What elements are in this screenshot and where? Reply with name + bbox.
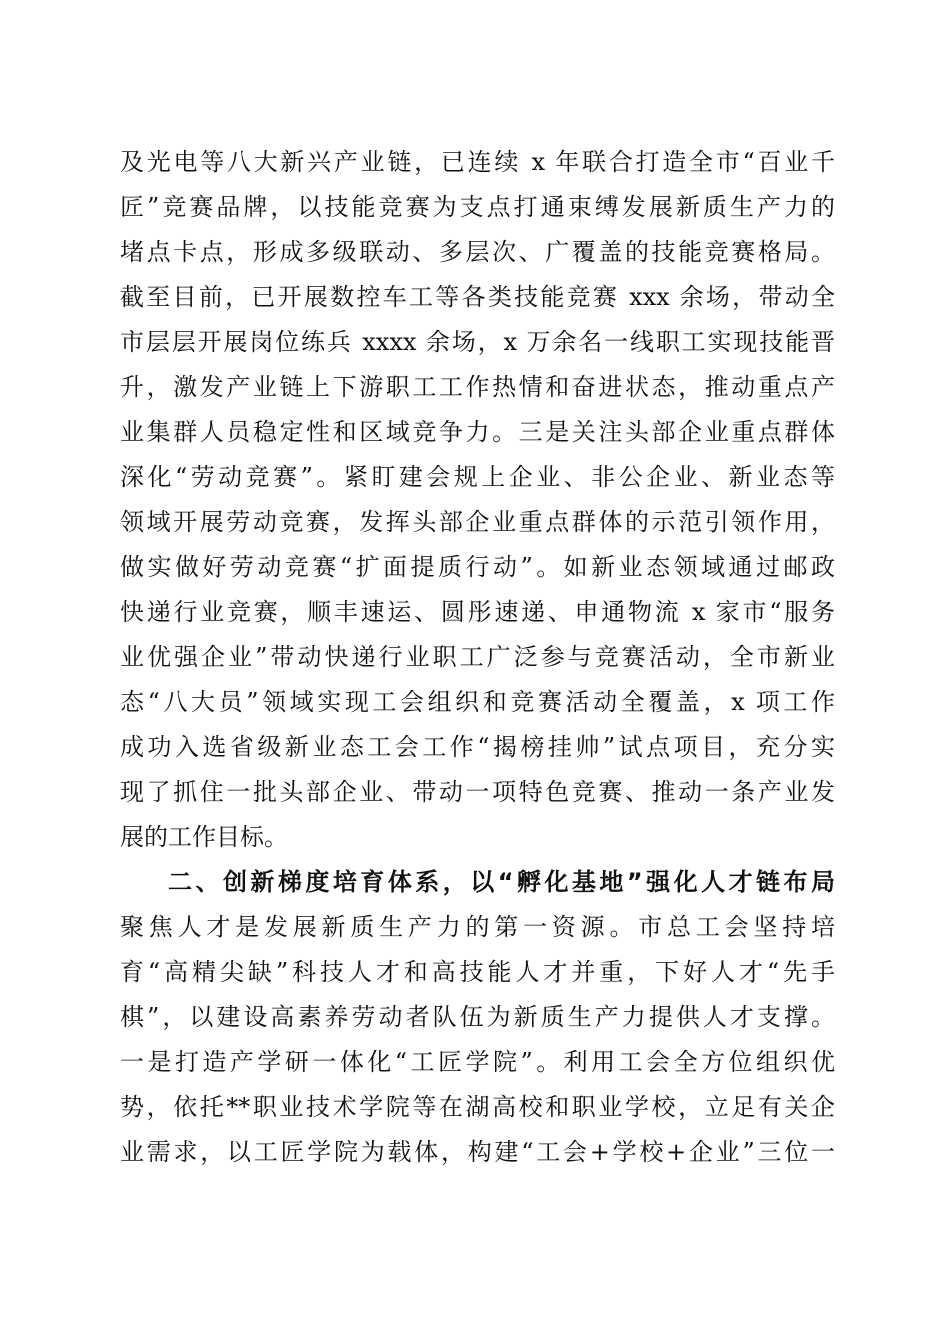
text-line: 现了抓住一批头部企业、带动一项特色竞赛、推动一条产业发	[120, 778, 835, 806]
text-line: 领域开展劳动竞赛，发挥头部企业重点群体的示范引领作用，	[120, 508, 835, 536]
text-line: 截至目前，已开展数控车工等各类技能竞赛 xxx 余场，带动全	[120, 283, 835, 311]
text-line: 育“高精尖缺”科技人才和高技能人才并重，下好人才“先手	[120, 958, 835, 986]
paragraph-talent-cultivation	[120, 905, 835, 1175]
text-line: 深化“劳动竞赛”。紧盯建会规上企业、非公企业、新业态等	[120, 463, 835, 491]
text-line: 业集群人员稳定性和区域竞争力。三是关注头部企业重点群体	[120, 418, 835, 446]
text-line: 聚焦人才是发展新质生产力的第一资源。市总工会坚持培	[120, 913, 835, 941]
text-line: 势，依托**职业技术学院等在湖高校和职业学校，立足有关企	[120, 1093, 835, 1121]
text-line: 堵点卡点，形成多级联动、多层次、广覆盖的技能竞赛格局。	[120, 238, 835, 266]
text-line: 做实做好劳动竞赛“扩面提质行动”。如新业态领域通过邮政	[120, 553, 835, 581]
text-line: 升，激发产业链上下游职工工作热情和奋进状态，推动重点产	[120, 373, 835, 401]
text-line: 快递行业竞赛，顺丰速运、圆彤速递、申通物流 x 家市“服务	[120, 598, 835, 626]
text-line: 及光电等八大新兴产业链，已连续 x 年联合打造全市“百业千	[120, 148, 835, 176]
text-line: 业需求，以工匠学院为载体，构建“工会+学校+企业”三位一	[120, 1138, 835, 1166]
text-line: 业优强企业”带动快递行业职工广泛参与竞赛活动，全市新业	[120, 643, 835, 671]
paragraph-skill-competitions	[120, 140, 835, 860]
text-line: 成功入选省级新业态工会工作“揭榜挂帅”试点项目，充分实	[120, 733, 835, 761]
text-line: 一是打造产学研一体化“工匠学院”。利用工会全方位组织优	[120, 1048, 835, 1076]
text-line: 展的工作目标。	[120, 823, 288, 851]
text-line: 市层层开展岗位练兵 xxxx 余场，x 万余名一线职工实现技能晋	[120, 328, 835, 356]
document-body	[120, 140, 835, 1175]
text-line: 匠”竞赛品牌，以技能竞赛为支点打通束缚发展新质生产力的	[120, 193, 835, 221]
text-line: 态“八大员”领域实现工会组织和竞赛活动全覆盖，x 项工作	[120, 688, 835, 716]
text-line: 棋”，以建设高素养劳动者队伍为新质生产力提供人才支撑。	[120, 1003, 835, 1031]
section-heading: 二、创新梯度培育体系，以“孵化基地”强化人才链布局	[168, 868, 835, 896]
